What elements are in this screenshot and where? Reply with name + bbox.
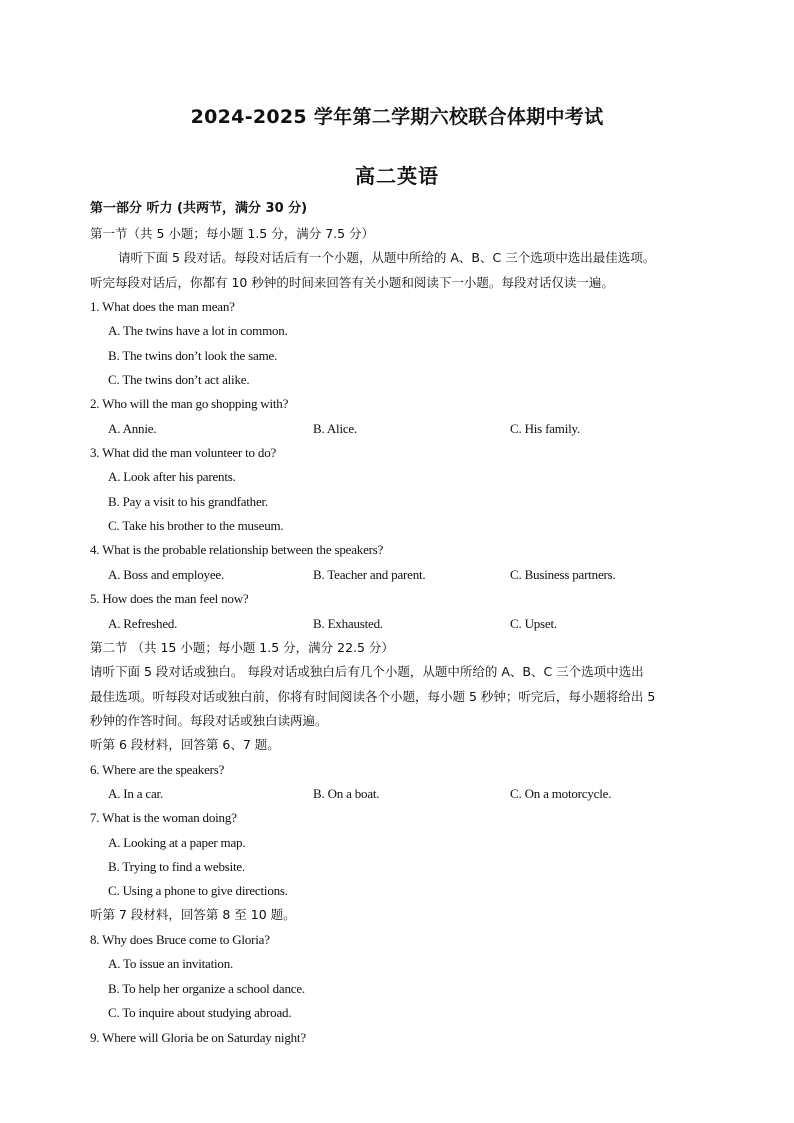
question-2-option-c: C. His family. bbox=[510, 421, 581, 436]
question-2-option-a: A. Annie. bbox=[108, 421, 157, 436]
question-2-option-b: B. Alice. bbox=[313, 421, 358, 436]
question-3-option-b: B. Pay a visit to his grandfather. bbox=[108, 494, 269, 509]
question-5-stem: 5. How does the man feel now? bbox=[90, 591, 249, 606]
question-4-stem: 4. What is the probable relationship between the speakers? bbox=[90, 542, 384, 557]
question-5-option-b: B. Exhausted. bbox=[313, 616, 383, 631]
question-1-stem: 1. What does the man mean? bbox=[90, 299, 235, 314]
question-7-option-b: B. Trying to find a website. bbox=[108, 859, 246, 874]
question-6-option-b: B. On a boat. bbox=[313, 786, 380, 801]
question-8-stem: 8. Why does Bruce come to Gloria? bbox=[90, 932, 270, 947]
part1-heading: 第一部分 听力 (共两节，满分 30 分) bbox=[90, 201, 308, 216]
section2-heading: 第二节 （共 15 小题；每小题 1.5 分，满分 22.5 分） bbox=[90, 640, 394, 655]
section2-instruction-1: 请听下面 5 段对话或独白。 每段对话或独白后有几个小题，从题中所给的 A、B、C 三个选项中选出 bbox=[90, 664, 644, 679]
question-1-option-a: A. The twins have a lot in common. bbox=[108, 323, 288, 338]
question-6-stem: 6. Where are the speakers? bbox=[90, 762, 225, 777]
section2-instruction-2: 最佳选项。听每段对话或独白前，你将有时间阅读各个小题，每小题 5 秒钟；听完后，每小题将给出 5 bbox=[90, 689, 656, 704]
question-7-option-a: A. Looking at a paper map. bbox=[108, 835, 246, 850]
question-8-option-a: A. To issue an invitation. bbox=[108, 956, 234, 971]
material-7-note: 听第 7 段材料，回答第 8 至 10 题。 bbox=[90, 907, 296, 922]
question-4-option-c: C. Business partners. bbox=[510, 567, 616, 582]
question-3-stem: 3. What did the man volunteer to do? bbox=[90, 445, 277, 460]
section2-instruction-3: 秒钟的作答时间。每段对话或独白读两遍。 bbox=[90, 713, 328, 728]
question-6-option-c: C. On a motorcycle. bbox=[510, 786, 612, 801]
exam-subtitle: 高二英语 bbox=[355, 164, 439, 188]
question-5-option-c: C. Upset. bbox=[510, 616, 557, 631]
question-1-option-b: B. The twins don’t look the same. bbox=[108, 348, 278, 363]
question-3-option-c: C. Take his brother to the museum. bbox=[108, 518, 284, 533]
question-2-stem: 2. Who will the man go shopping with? bbox=[90, 396, 289, 411]
question-7-stem: 7. What is the woman doing? bbox=[90, 810, 237, 825]
question-4-option-b: B. Teacher and parent. bbox=[313, 567, 426, 582]
question-8-option-b: B. To help her organize a school dance. bbox=[108, 981, 305, 996]
question-6-option-a: A. In a car. bbox=[108, 786, 163, 801]
exam-title: 2024-2025 学年第二学期六校联合体期中考试 bbox=[190, 106, 604, 128]
question-3-option-a: A. Look after his parents. bbox=[108, 469, 236, 484]
question-5-option-a: A. Refreshed. bbox=[108, 616, 178, 631]
question-4-option-a: A. Boss and employee. bbox=[108, 567, 225, 582]
question-8-option-c: C. To inquire about studying abroad. bbox=[108, 1005, 292, 1020]
material-6-note: 听第 6 段材料，回答第 6、7 题。 bbox=[90, 737, 280, 752]
section1-instruction-1: 请听下面 5 段对话。每段对话后有一个小题，从题中所给的 A、B、C 三个选项中选出最佳选项。 bbox=[118, 250, 656, 265]
question-7-option-c: C. Using a phone to give directions. bbox=[108, 883, 288, 898]
question-9-stem: 9. Where will Gloria be on Saturday night? bbox=[90, 1030, 306, 1045]
question-1-option-c: C. The twins don’t act alike. bbox=[108, 372, 250, 387]
section1-instruction-2: 听完每段对话后，你都有 10 秒钟的时间来回答有关小题和阅读下一小题。每段对话仅读一遍。 bbox=[90, 275, 614, 290]
section1-heading: 第一节（共 5 小题；每小题 1.5 分，满分 7.5 分） bbox=[90, 226, 375, 241]
